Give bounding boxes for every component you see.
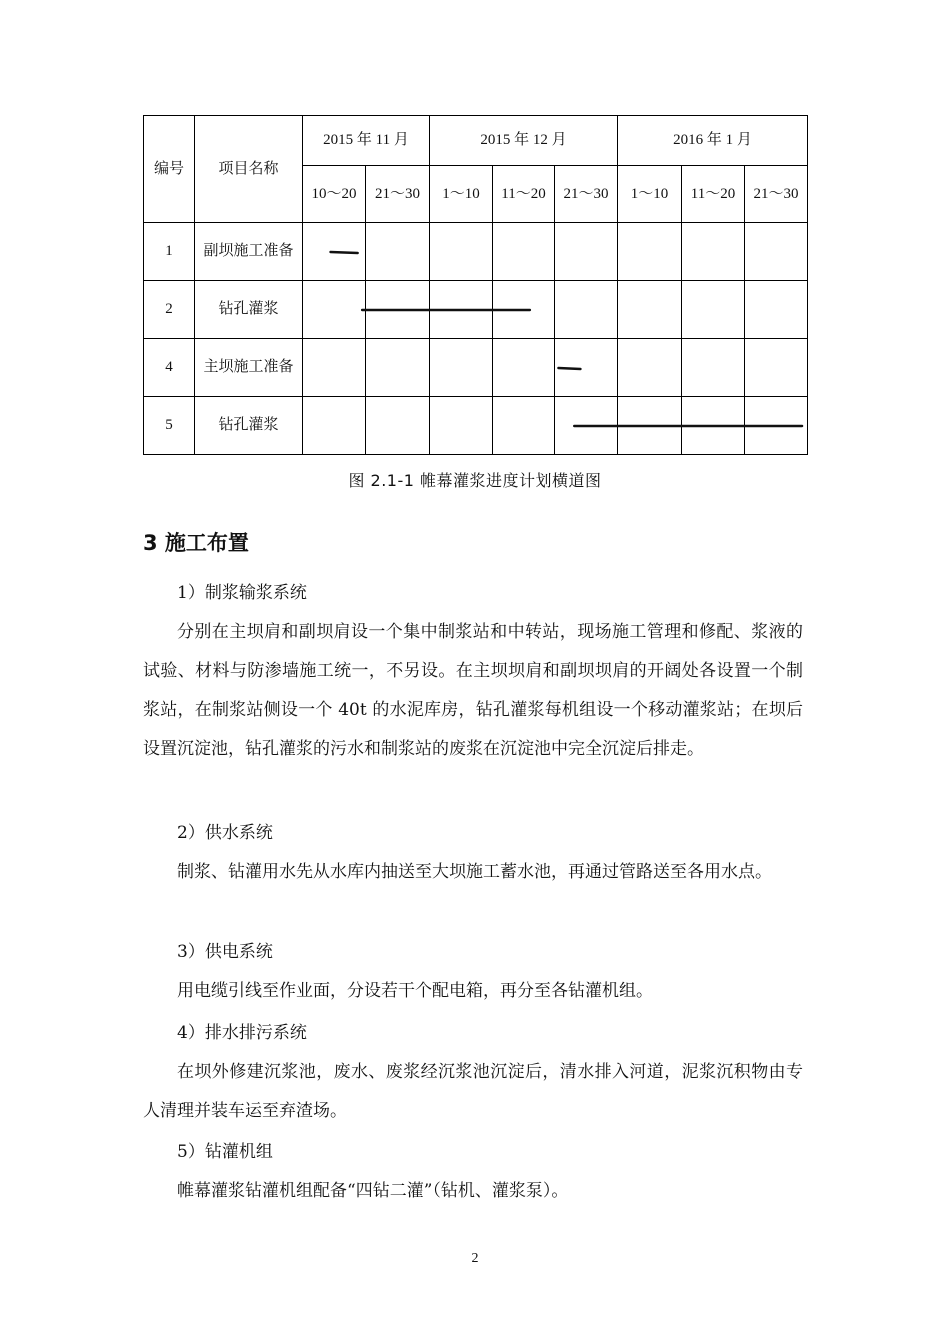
- header-month: 2016 年 1 月: [618, 116, 808, 166]
- header-period: 11～20: [682, 166, 745, 223]
- section-title: 3 施工布置: [143, 531, 249, 555]
- page-number: 2: [471, 1251, 479, 1266]
- header-period: 21～30: [745, 166, 808, 223]
- row-no: 4: [144, 339, 195, 397]
- subsection-heading: 3）供电系统: [177, 942, 273, 962]
- header-period: 21～30: [366, 166, 430, 223]
- header-period: 11～20: [493, 166, 555, 223]
- table-row: [144, 281, 808, 339]
- subsection-2: [143, 814, 803, 892]
- row-name: 钻孔灌浆: [195, 281, 303, 339]
- subsection-paragraph: 在坝外修建沉浆池，废水、废浆经沉浆池沉淀后，清水排入河道，泥浆沉积物由专人清理并装车运至弃渣场。: [143, 1062, 803, 1121]
- subsection-1: [143, 574, 803, 769]
- table-row: [144, 339, 808, 397]
- subsection-heading: 5）钻灌机组: [177, 1142, 273, 1162]
- subsection-heading: 1）制浆输浆系统: [177, 583, 307, 603]
- subsection-heading: 4）排水排污系统: [177, 1023, 307, 1043]
- subsection-paragraph: 分别在主坝肩和副坝肩设一个集中制浆站和中转站，现场施工管理和修配、浆液的试验、材料与防渗墙施工统一，不另设。在主坝坝肩和副坝坝肩的开阔处各设置一个制浆站，在制浆站侧设一个 40t 的水泥库房，钻孔灌浆每机组设一个移动灌浆站；在坝后设置沉淀池，钻孔灌浆的污水和制浆站的废浆在沉淀池中完全沉淀后排走。: [143, 622, 803, 759]
- row-no: 5: [144, 397, 195, 455]
- row-name: 副坝施工准备: [195, 223, 303, 281]
- header-period: 1～10: [430, 166, 493, 223]
- header-period: 21～30: [555, 166, 618, 223]
- header-period: 1～10: [618, 166, 682, 223]
- row-name: 钻孔灌浆: [195, 397, 303, 455]
- schedule-table: [143, 115, 808, 455]
- subsection-5: [143, 1133, 803, 1211]
- row-no: 2: [144, 281, 195, 339]
- subsection-4: [143, 1014, 803, 1131]
- figure-caption: 图 2.1-1 帷幕灌浆进度计划横道图: [348, 471, 602, 490]
- subsection-heading: 2）供水系统: [177, 823, 273, 843]
- row-no: 1: [144, 223, 195, 281]
- header-month: 2015 年 11 月: [303, 116, 430, 166]
- subsection-paragraph: 制浆、钻灌用水先从水库内抽送至大坝施工蓄水池，再通过管路送至各用水点。: [177, 862, 772, 882]
- header-month: 2015 年 12 月: [430, 116, 618, 166]
- header-no: 编号: [144, 116, 195, 223]
- subsection-3: [143, 933, 803, 1011]
- table-row: [144, 223, 808, 281]
- row-name: 主坝施工准备: [195, 339, 303, 397]
- subsection-paragraph: 用电缆引线至作业面，分设若干个配电箱，再分至各钻灌机组。: [177, 981, 653, 1001]
- table-row: [144, 397, 808, 455]
- subsection-paragraph: 帷幕灌浆钻灌机组配备“四钻二灌”（钻机、灌浆泵）。: [177, 1181, 569, 1201]
- header-period: 10～20: [303, 166, 366, 223]
- header-name: 项目名称: [195, 116, 303, 223]
